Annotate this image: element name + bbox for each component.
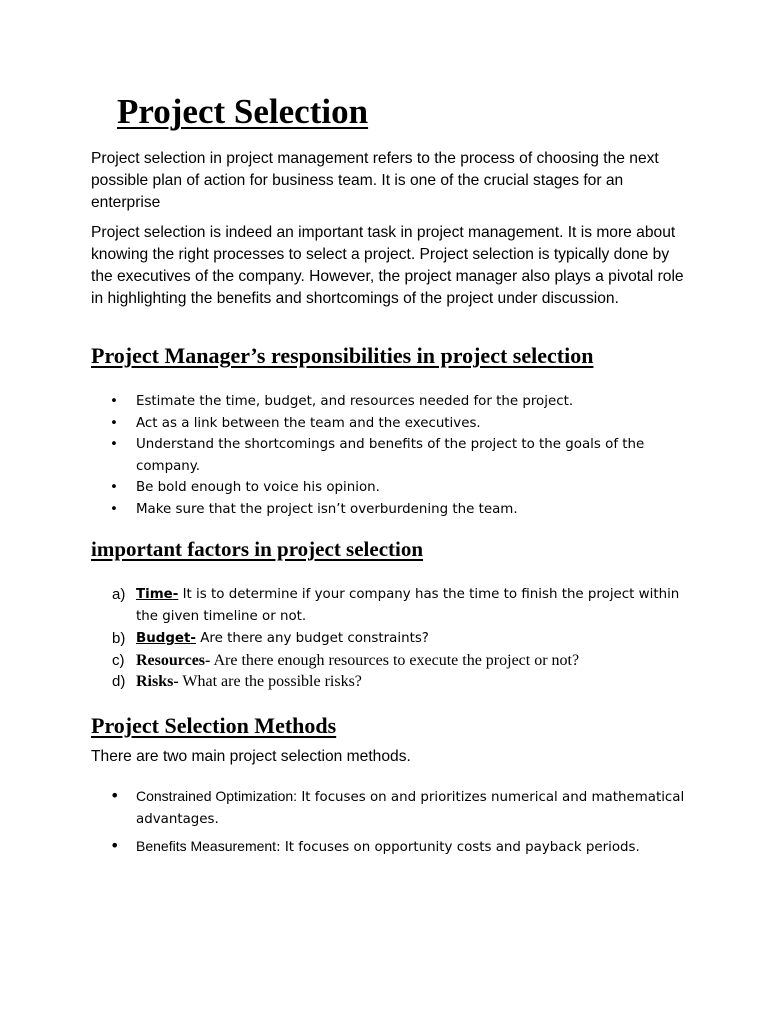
factor-text: Are there enough resources to execute the project or not? [210,652,580,669]
factor-item-time [110,584,690,628]
factor-item-risks [110,671,690,692]
list-item [110,391,690,413]
method-item-constrained-optimization [110,785,700,831]
intro-paragraph-1: Project selection in project management refers to the process of choosing the next possible plan of action for business team. It is one of the crucial stages for an enterprise [91,150,659,211]
list-item [110,413,690,435]
list-item-text: Make sure that the project isn’t overburdening the team. [136,501,518,517]
factors-list [110,584,690,692]
bullet-icon: • [110,394,118,409]
methods-list [110,785,700,859]
factor-separator: - [172,587,179,602]
list-item-text: Act as a link between the team and the executives. [136,415,481,431]
bullet-icon: • [110,786,120,805]
factor-term: Time [136,587,173,602]
method-text: : It focuses on opportunity costs and payback periods. [276,840,640,855]
method-item-benefits-measurement [110,835,700,859]
factor-text: What are the possible risks? [178,673,362,690]
list-item-text: Understand the shortcomings and benefits of the project to the goals of the company. [136,437,645,474]
list-item-text: Estimate the time, budget, and resources needed for the project. [136,394,574,409]
factor-separator: - [190,631,196,646]
method-text: It focuses on and prioritizes numerical and mathematical advantages. [136,790,685,827]
list-marker: c) [112,652,125,669]
list-item-text: Be bold enough to voice his opinion. [136,480,380,495]
bullet-icon: • [110,501,118,517]
list-marker: a) [112,586,126,603]
factor-term: Risks- [136,673,179,690]
list-marker: d) [112,673,126,690]
factor-term: Budget [136,631,191,646]
list-marker: b) [112,630,126,647]
responsibilities-list [110,391,690,520]
factor-text: It is to determine if your company has the time to finish the project within the given timeline or not. [136,587,680,624]
bullet-icon: • [110,415,118,431]
factor-item-resources [110,650,690,671]
factor-term: Resources- [136,652,211,669]
bullet-icon: • [110,836,120,855]
list-item [110,434,690,477]
page-title: Project Selection [117,92,369,131]
factor-text: Are there any budget constraints? [195,631,429,646]
bullet-icon: • [110,437,118,452]
methods-intro: There are two main project selection methods. [91,748,411,765]
bullet-icon: • [110,480,118,495]
method-term: Constrained Optimization: [136,788,298,804]
list-item [110,477,690,499]
factors-heading: important factors in project selection [91,537,424,561]
factor-item-budget [110,628,690,650]
responsibilities-heading: Project Manager’s responsibilities in project selection [91,343,594,368]
method-term: Benefits Measurement [136,838,277,854]
intro-paragraph-2: Project selection is indeed an important task in project management. It is more about knowing the right processes to select a project. Project selection is typically done by the executives of the company. However, the project manager also plays a pivotal role in highlighting the benefits and shortcomings of the project under discussion. [91,224,684,307]
list-item [110,499,690,521]
methods-heading: Project Selection Methods [91,713,337,738]
